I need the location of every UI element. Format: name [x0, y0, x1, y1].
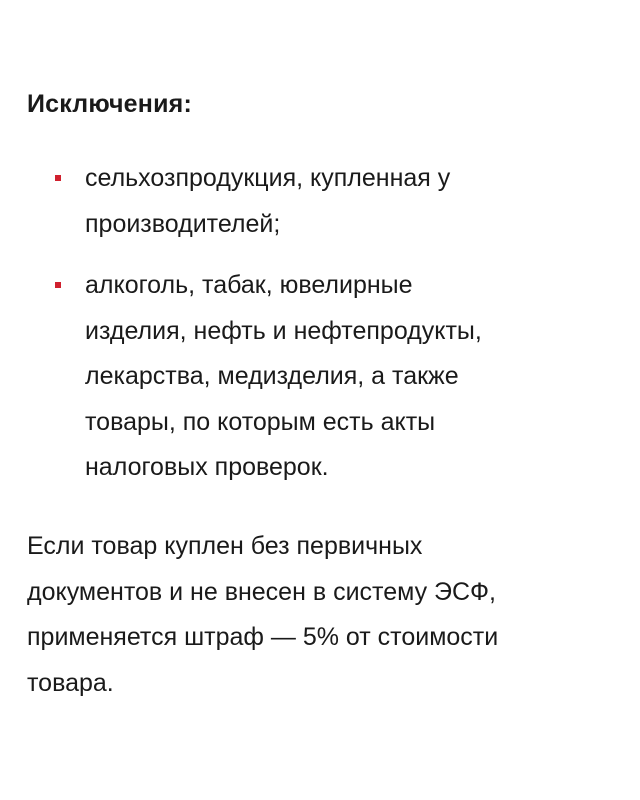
exceptions-list	[27, 156, 627, 507]
paragraph-line: документов и не внесен в систему ЭСФ,	[27, 577, 496, 606]
list-item-line: товары, по которым есть акты	[85, 407, 436, 436]
bullet-square-icon	[55, 175, 61, 181]
paragraph-line: товара.	[27, 668, 114, 697]
list-item	[27, 156, 627, 247]
list-item-line: лекарства, медизделия, а также	[85, 362, 459, 390]
paragraph-line: применяется штраф — 5% от стоимости	[27, 623, 499, 651]
list-item-line: алкоголь, табак, ювелирные	[85, 271, 413, 299]
list-item-line: налоговых проверок.	[85, 453, 329, 481]
list-item	[27, 263, 627, 491]
list-item-line: производителей;	[85, 209, 281, 238]
bullet-square-icon	[55, 282, 61, 288]
list-item-line: изделия, нефть и нефтепродукты,	[85, 316, 482, 345]
paragraph-line: Если товар куплен без первичных	[27, 532, 423, 560]
penalty-paragraph	[27, 524, 627, 706]
list-item-line: сельхозпродукция, купленная у	[85, 164, 451, 192]
section-heading: Исключения:	[27, 90, 192, 118]
